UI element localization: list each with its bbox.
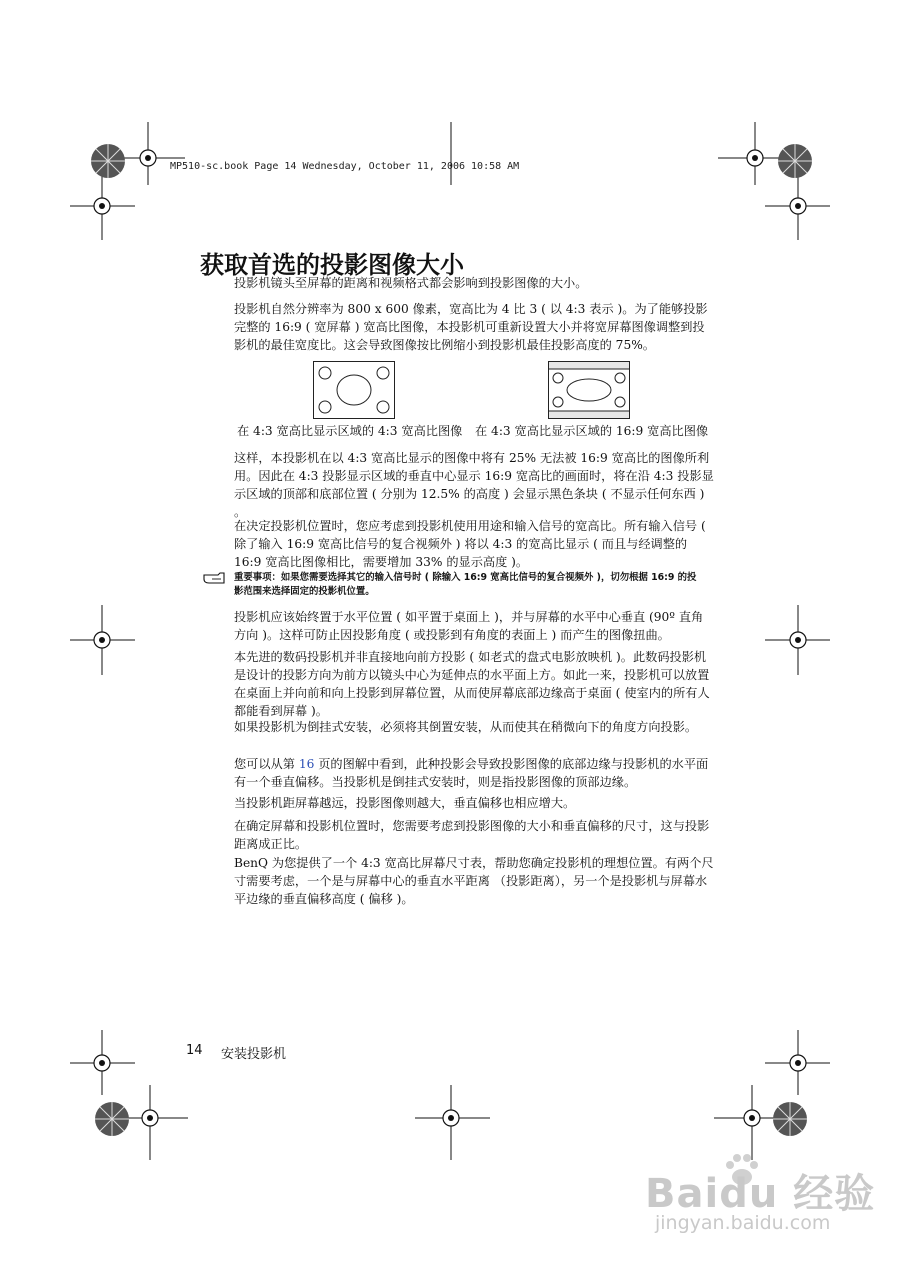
paragraph-7: 如果投影机为倒挂式安装，必须将其倒置安装，从而使其在稍微向下的角度方向投影。 [234, 720, 698, 734]
paragraph-8-start: 您可以从第 [234, 757, 299, 771]
paragraph-3: 这样，本投影机在以 4:3 宽高比显示的图像中将有 25% 无法被 16:9 宽高比的图像所利用。因此在 4:3 投影显示区域的垂直中心显示 16:9 宽高比的画面时，将在沿 4:3 投影显示区域的顶部和底部位置 ( 分别为 12.5% 的高度 ) 会显示黑色条块 ( 不显示任何东西 ) 。 [234, 451, 714, 519]
paragraph-10: 在确定屏幕和投影机位置时，您需要考虑到投影图像的大小和垂直偏移的尺寸，这与投影距离成正比。 [234, 819, 710, 851]
footer-section-label: 安装投影机 [221, 1047, 287, 1062]
paragraph-4: 在决定投影机位置时，您应考虑到投影机使用用途和输入信号的宽高比。所有输入信号 ( 除了输入 16:9 宽高比信号的复合视频外 ) 将以 4:3 的宽高比显示 ( 而且与经调整的 16:9 宽高比图像相比，需要增加 33% 的显示高度 )。 [234, 519, 706, 569]
paragraph-2: 投影机自然分辨率为 800 x 600 像素，宽高比为 4 比 3 ( 以 4:3 表示 )。为了能够投影完整的 16:9 ( 宽屏幕 ) 宽高比图像，本投影机可重新设置大小并将宽屏幕图像调整到投影机的最佳宽度比。这会导致图像按比例缩小到投影机最佳投影高度的 75%。 [234, 302, 708, 352]
page-number: 14 [186, 1043, 203, 1058]
paragraph-11: BenQ 为您提供了一个 4:3 宽高比屏幕尺寸表，帮助您确定投影机的理想位置。有两个尺寸需要考虑，一个是与屏幕中心的垂直水平距离 （投影距离），另一个是投影机与屏幕水平边缘的垂直偏移高度 ( 偏移 )。 [234, 856, 714, 906]
watermark-url: jingyan.baidu.com [655, 1212, 831, 1234]
paragraph-1: 投影机镜头至屏幕的距离和视频格式都会影响到投影图像的大小。 [234, 276, 588, 290]
paragraph-8 [234, 755, 714, 791]
figure-right-caption: 在 4:3 宽高比显示区域的 16:9 宽高比图像 [475, 424, 709, 438]
watermark-brand: Baidu 经验 [645, 1171, 876, 1217]
important-note: 重要事项：如果您需要选择其它的输入信号时 ( 除输入 16:9 宽高比信号的复合视频外 )，切勿根据 16:9 的投影范围来选择固定的投影机位置。 [234, 572, 697, 597]
paragraph-5: 投影机应该始终置于水平位置 ( 如平置于桌面上 )，并与屏幕的水平中心垂直 (90º 直角方向 )。这样可防止因投影角度 ( 或投影到有角度的表面上 ) 而产生的图像扭曲。 [234, 610, 704, 642]
paragraph-9: 当投影机距屏幕越远，投影图像则越大，垂直偏移也相应增大。 [234, 796, 576, 810]
paragraph-6: 本先进的数码投影机并非直接地向前方投影 ( 如老式的盘式电影放映机 )。此数码投影机是设计的投影方向为前方以镜头中心为延伸点的水平面上方。如此一来，投影机可以放置在桌面上并向前和向上投影到屏幕位置，从而使屏幕底部边缘高于桌面 ( 使室内的所有人都能看到屏幕 )。 [234, 650, 710, 718]
pointing-hand-icon [203, 571, 229, 585]
figure-4x3-on-4x3 [313, 361, 395, 419]
section-title: 获取首选的投影图像大小 [200, 251, 464, 279]
figure-16x9-on-4x3 [548, 361, 630, 419]
page-reference-link[interactable]: 16 [298, 757, 315, 771]
book-header-line: MP510-sc.book Page 14 Wednesday, October 11, 2006 10:58 AM [170, 161, 520, 172]
paragraph-8-end: 页的图解中看到，此种投影会导致投影图像的底部边缘与投影机的水平面有一个垂直偏移。当投影机是倒挂式安装时，则是指投影图像的顶部边缘。 [234, 757, 709, 789]
figure-left-caption: 在 4:3 宽高比显示区域的 4:3 宽高比图像 [237, 424, 463, 438]
